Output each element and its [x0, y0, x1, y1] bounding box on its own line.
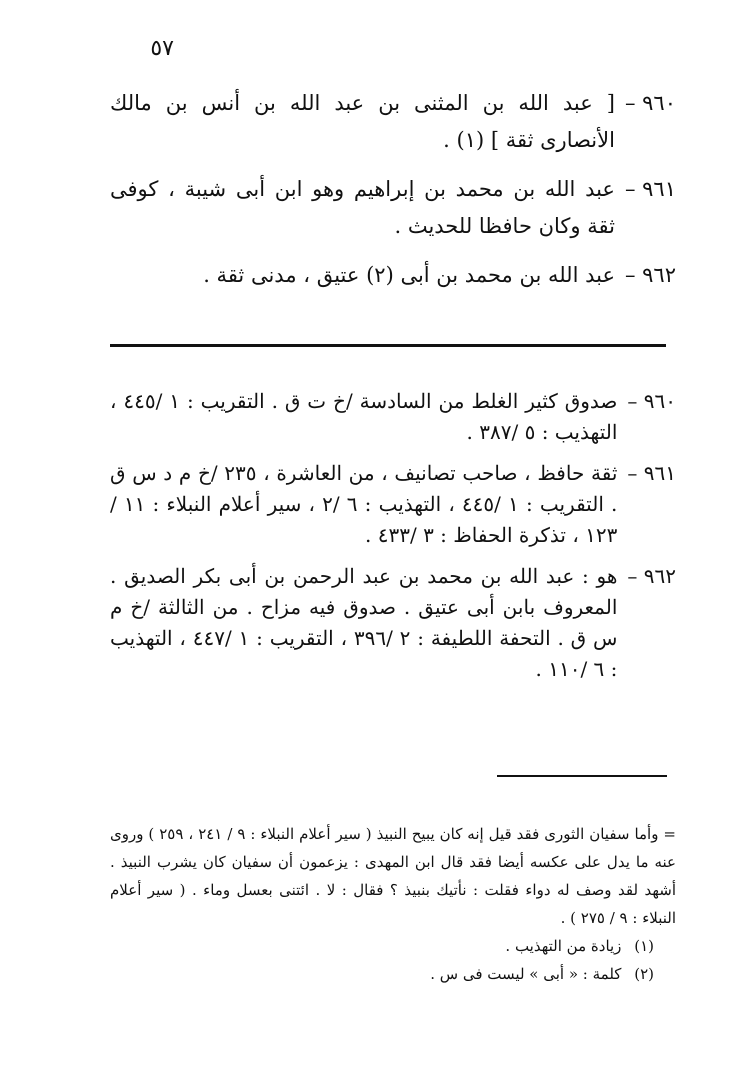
- entry-number: ٩٦١ –: [624, 177, 676, 201]
- annotation-entry: [110, 386, 676, 448]
- footnote-continuation: = وأما سفيان الثورى فقد قيل إنه كان يبيح النبيذ ( سير أعلام النبلاء : ٩ / ٢٤١ ، ٢٥٩ ) وروى عنه ما يدل على عكسه أيضا فقد قال ابن المهدى : يزعمون أن سفيان كان يشرب النبيذ . أشهد لقد وصف له دواء فقلت : نأتيك بنبيذ ؟ فقال : لا . ائتنى بعسل وماء . ( سير أعلام النبلاء : ٩ / ٢٧٥ ) .: [110, 825, 676, 927]
- annotation-text: صدوق كثير الغلط من السادسة /خ ت ق . التقريب : ١ /٤٤٥ ، التهذيب : ٥ /٣٨٧ .: [110, 389, 618, 444]
- narrator-entry: [110, 171, 676, 245]
- footnote-item: [110, 932, 676, 960]
- annotation-entries: [110, 386, 676, 695]
- annotation-entry: [110, 458, 676, 551]
- footnote-marker: (٢): [634, 965, 654, 983]
- footnotes: [110, 820, 676, 988]
- narrator-entries: [110, 85, 676, 306]
- entry-number: ٩٦٢ –: [624, 263, 676, 287]
- footnote-text: كلمة : « أبى » ليست فى س .: [430, 965, 622, 983]
- annotation-number: ٩٦٠ –: [627, 389, 676, 413]
- narrator-entry: [110, 85, 676, 159]
- narrator-entry: [110, 257, 676, 294]
- section-divider: [110, 344, 666, 347]
- footnote-text: زيادة من التهذيب .: [505, 937, 622, 955]
- footnote-divider: [497, 775, 667, 777]
- annotation-text: هو : عبد الله بن محمد بن عبد الرحمن بن أبى بكر الصديق . المعروف بابن أبى عتيق . صدوق فيه مزاح . من الثالثة /خ م س ق . التحفة اللطيفة : ٢ /٣٩٦ ، التقريب : ١ /٤٤٧ ، التهذيب : ٦ /١١٠ .: [110, 564, 618, 681]
- footnote-item: [110, 960, 676, 988]
- annotation-number: ٩٦١ –: [627, 461, 676, 485]
- annotation-entry: [110, 561, 676, 685]
- page-number: ٥٧: [150, 36, 174, 61]
- entry-number: ٩٦٠ –: [624, 91, 676, 115]
- entry-text: عبد الله بن محمد بن إبراهيم وهو ابن أبى شيبة ، كوفى ثقة وكان حافظا للحديث .: [110, 177, 615, 238]
- entry-text: [ عبد الله بن المثنى بن عبد الله بن أنس بن مالك الأنصارى ثقة ] (١) .: [110, 91, 615, 152]
- annotation-number: ٩٦٢ –: [627, 564, 676, 588]
- entry-text: عبد الله بن محمد بن أبى (٢) عتيق ، مدنى ثقة .: [203, 263, 615, 287]
- annotation-text: ثقة حافظ ، صاحب تصانيف ، من العاشرة ، ٢٣٥ /خ م د س ق . التقريب : ١ /٤٤٥ ، التهذيب : ٦ /٢ ، سير أعلام النبلاء : ١١ /١٢٣ ، تذكرة الحفاظ : ٣ /٤٣٣ .: [110, 461, 618, 547]
- footnote-marker: (١): [634, 937, 654, 955]
